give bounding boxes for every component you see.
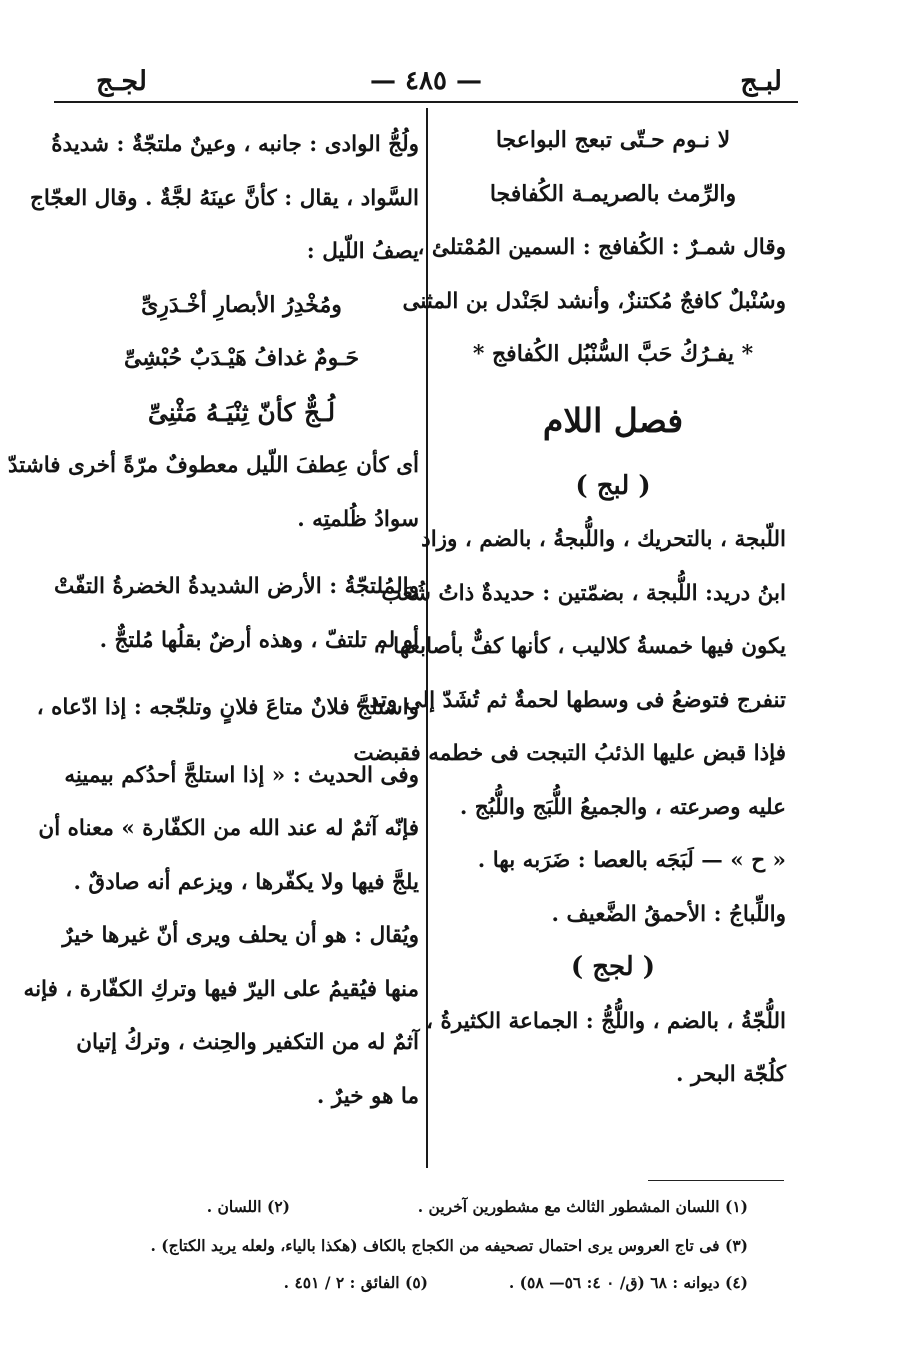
text-line: وفى الحديث : « إذا استلجَّ أحدُكم بيمينِه (64, 762, 419, 788)
text-line: يصفُ اللّيل : (306, 239, 419, 264)
text-line: واللِّباجُ : الأحمقُ الضَّعيف . (551, 901, 786, 927)
text-line: ويُقال : هو أن يحلف ويرى أنّ غيرها خيرٌ (62, 923, 419, 948)
paragraph-gap (64, 735, 419, 749)
text-line: اللّبجة ، بالتحريك ، واللُّبجةُ ، بالضم ، وزاد (421, 527, 786, 552)
verse-line: * يفـرُكُ حَبَّ السُّنْبُل الكُفافج * (472, 341, 754, 367)
text-line: يلجَّ فيها ولا يكفّرها ، ويزعم أنه صادقٌ . (73, 869, 419, 895)
left-column (7, 118, 419, 1123)
verse-line: والرِّمث بالصريمـة الكُفافجا (489, 180, 737, 207)
text-line: أى كأن عِطفَ اللّيل معطوفٌ مرّةً أخرى فاشتدّ (7, 453, 419, 478)
text-line: السَّواد ، يقال : كأنَّ عينَهُ لجَّةٌ . وقال العجّاج (29, 185, 419, 211)
text-line: عليه وصرعته ، والجميعُ اللُّبَج واللُّبُج . (459, 794, 786, 820)
text-line: فإنّه آثمٌ له عند الله من الكفّارة » معناه أن (38, 816, 419, 841)
text-line: ولُجُّ الوادى : جانبه ، وعينٌ ملتجّةٌ : شديدةُ (51, 132, 419, 157)
footnote-1: (١) اللسان المشطور الثالث مع مشطورين آخرين . (417, 1197, 748, 1216)
header-left-word: لجـج (96, 66, 147, 97)
entry-heading: ( لجج ) (570, 952, 656, 982)
text-line: منها فيُقيمُ على اليرّ فيها وتركِ الكفّارة ، فإنه (23, 976, 419, 1002)
header-right-word: لبـج (740, 66, 782, 97)
text-line: ابنُ دريد: اللُّبجة ، بضمّتين : حديدةٌ ذاتُ شُعَب (381, 580, 786, 606)
text-line: وقال شمـرٌ : الكُفافج : السمين المُمْتلئ ، (417, 235, 786, 260)
entry-heading: ( لبج ) (575, 470, 651, 501)
section-heading: فصل اللام (542, 400, 684, 440)
text-line: والمُلتجّةُ : الأرض الشديدةُ الخضرةُ التفّتْ (53, 574, 419, 599)
footnote-4: (٤) ديوانه : ٦٨ (ق/ ٠ ٤: ٥٦— ٥٨) . (508, 1273, 748, 1292)
text-line: ما هو خيرٌ . (316, 1083, 419, 1109)
footnote-3: (٣) فى تاج العروس يرى احتمال تصحيفه من الكجاج بالكاف (هكذا بالياء، ولعله يريد الكتاج) . (150, 1236, 748, 1255)
text-line: سوادُ ظُلمتِه . (297, 506, 419, 532)
text-line: « ح » — لَبَجَه بالعصا : ضَرَبه بها . (477, 848, 786, 873)
verse-line: لا نـوم حـتّى تبعج البواعجا (495, 127, 731, 153)
text-line: أو لم تلتفّ ، وهذه أرضٌ بقلُها مُلتجٌّ . (99, 627, 419, 653)
text-line: اللُّجّةُ ، بالضم ، واللُّجُّ : الجماعة الكثيرةُ ، (426, 1008, 786, 1034)
text-line: فإذا قبض عليها الذئبُ التبجت فى خطمه فقبضت (353, 741, 786, 766)
running-header (56, 56, 796, 100)
verse-line: ومُخْدِرُ الأبصارِ أخْـدَرِىِّ (141, 291, 342, 318)
footnote-2: (٢) اللسان . (206, 1197, 290, 1216)
paragraph-gap (64, 546, 419, 560)
text-line: يكون فيها خمسةُ كلاليب ، كأنها كفٌّ بأصابعها ، (378, 634, 786, 659)
paragraph-gap (64, 667, 419, 681)
text-line: وسُنْبلٌ كافجٌ مُكتنزٌ، وأنشد لجَنْدل بن المثنى (402, 288, 786, 314)
footnote-rule (648, 1180, 784, 1181)
header-rule (54, 101, 798, 103)
text-line: تنفرج فتوضعُ فى وسطها لحمةٌ ثم تُشَدّ إلى وتد ، (355, 687, 786, 713)
text-line: واستلجَّ فلانٌ متاعَ فلانٍ وتلجّجه : إذا ادّعاه ، (36, 695, 419, 720)
verse-line: حَـومٌ غدافُ هَيْـدَبٌ حُبْشِىِّ (123, 345, 360, 371)
verse-line: لُـجٌّ كأنّ ثِنْيَـهُ مَثْنِىِّ (147, 397, 336, 427)
text-line: آثمٌ له من التكفير والحِنث ، وتركُ إتيان (76, 1030, 419, 1055)
text-line: كلُجّة البحر . (676, 1062, 786, 1087)
page-number: — ٤٨٥ — (369, 66, 483, 96)
footnote-5: (٥) الفائق : ٢ / ٤٥١ . (283, 1273, 428, 1292)
